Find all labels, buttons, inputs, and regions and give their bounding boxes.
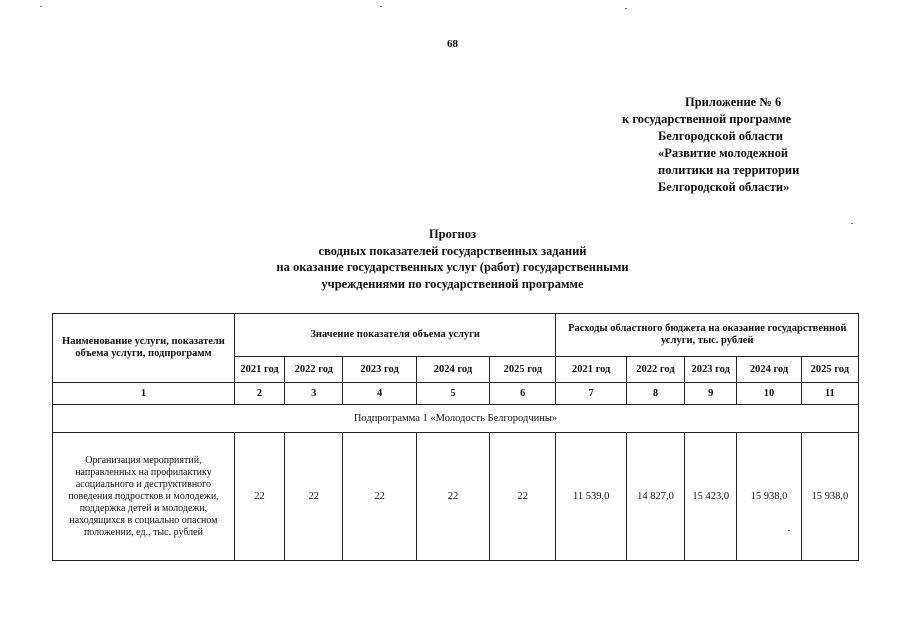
scan-speck — [851, 223, 853, 224]
appendix-line: Белгородской области — [658, 129, 784, 143]
header-expenses: Расходы областного бюджета на оказание государственной услуги, тыс. рублей — [556, 314, 859, 357]
table-row — [53, 433, 859, 561]
column-number: 6 — [490, 383, 556, 405]
year-cell: 2023 год — [343, 357, 416, 383]
header-name: Наименование услуги, показатели объема услуги, подпрограмм — [53, 314, 235, 383]
volume-value: 22 — [343, 433, 416, 561]
column-number: 1 — [53, 383, 235, 405]
appendix-line: «Развитие молодежной — [658, 146, 789, 160]
column-number: 5 — [416, 383, 489, 405]
appendix-line: Белгородской области» — [658, 180, 790, 194]
scan-speck — [788, 530, 790, 531]
year-cell: 2023 год — [685, 357, 737, 383]
scan-speck — [625, 8, 627, 9]
column-number-row — [53, 383, 859, 405]
year-cell: 2025 год — [490, 357, 556, 383]
column-number: 2 — [234, 383, 284, 405]
volume-value: 22 — [490, 433, 556, 561]
expense-value: 15 423,0 — [685, 433, 737, 561]
year-cell: 2024 год — [737, 357, 801, 383]
column-number: 11 — [801, 383, 858, 405]
expense-value: 14 827,0 — [626, 433, 684, 561]
appendix-line: Приложение № 6 — [685, 95, 782, 109]
year-cell: 2021 год — [556, 357, 626, 383]
expense-value: 11 539,0 — [556, 433, 626, 561]
column-number: 9 — [685, 383, 737, 405]
subprogram-title: Подпрограмма 1 «Молодость Белгородчины» — [53, 405, 859, 433]
volume-value: 22 — [285, 433, 343, 561]
forecast-table — [52, 313, 859, 561]
scan-speck — [380, 6, 382, 7]
title-line: на оказание государственных услуг (работ) государственными — [276, 260, 629, 274]
appendix-line: политики на территории — [658, 163, 800, 177]
title-line: сводных показателей государственных заданий — [318, 243, 587, 258]
expense-value: 15 938,0 — [737, 433, 801, 561]
volume-value: 22 — [416, 433, 489, 561]
document-title — [0, 226, 905, 292]
year-cell: 2022 год — [626, 357, 684, 383]
column-number: 10 — [737, 383, 801, 405]
service-name: Организация мероприятий, направленных на профилактику асоциального и деструктивного поведения подростков и молодежи, поддержка детей и молодежи, находящихся в социально опасном положении, ед., тыс. рублей — [53, 433, 235, 561]
appendix-line: к государственной программе — [622, 112, 792, 126]
volume-value: 22 — [234, 433, 284, 561]
title-line: учреждениями по государственной программе — [321, 276, 584, 291]
scan-speck — [40, 6, 42, 7]
appendix-block — [600, 94, 840, 196]
year-cell: 2022 год — [285, 357, 343, 383]
year-cell: 2024 год — [416, 357, 489, 383]
title-line: Прогноз — [428, 227, 477, 241]
expense-value: 15 938,0 — [801, 433, 858, 561]
page-number: 68 — [447, 38, 458, 50]
column-number: 7 — [556, 383, 626, 405]
column-number: 3 — [285, 383, 343, 405]
subprogram-row — [53, 405, 859, 433]
header-row — [53, 314, 859, 357]
year-cell: 2025 год — [801, 357, 858, 383]
column-number: 4 — [343, 383, 416, 405]
year-cell: 2021 год — [234, 357, 284, 383]
header-volume: Значение показателя объема услуги — [234, 314, 556, 357]
column-number: 8 — [626, 383, 684, 405]
